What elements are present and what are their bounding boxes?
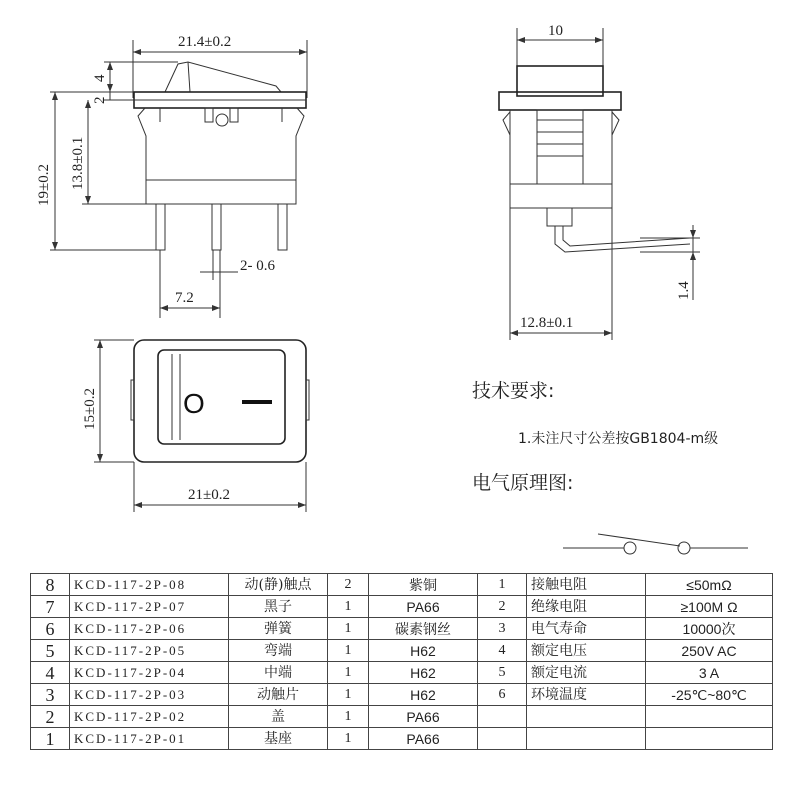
part-number: 2 <box>31 706 70 728</box>
tech-requirements-item: 1.未注尺寸公差按GB1804-m级 <box>518 431 719 447</box>
part-code: KCD-117-2P-07 <box>70 596 229 618</box>
spec-index: 5 <box>478 662 527 684</box>
part-number: 3 <box>31 684 70 706</box>
dim-side-top-width: 10 <box>548 23 563 39</box>
spec-index: 3 <box>478 618 527 640</box>
part-code: KCD-117-2P-05 <box>70 640 229 662</box>
part-number: 1 <box>31 728 70 750</box>
spec-index: 6 <box>478 684 527 706</box>
part-number: 7 <box>31 596 70 618</box>
spec-value: ≤50mΩ <box>646 574 773 596</box>
part-code: KCD-117-2P-06 <box>70 618 229 640</box>
bill-of-materials-table <box>30 573 773 750</box>
dim-body-height: 13.8±0.1 <box>70 136 86 190</box>
face-view <box>82 340 309 512</box>
part-material: H62 <box>369 640 478 662</box>
spec-value <box>646 728 773 750</box>
part-quantity: 1 <box>328 596 369 618</box>
part-name: 动(静)触点 <box>229 574 328 596</box>
spec-value: 250V AC <box>646 640 773 662</box>
part-material: 碳素钢丝 <box>369 618 478 640</box>
dim-rocker-height: 4 <box>92 74 108 82</box>
part-material: H62 <box>369 662 478 684</box>
part-quantity: 1 <box>328 618 369 640</box>
spec-value: ≥100M Ω <box>646 596 773 618</box>
spec-item: 额定电流 <box>527 662 646 684</box>
part-code: KCD-117-2P-08 <box>70 574 229 596</box>
part-number: 5 <box>31 640 70 662</box>
dim-front-width: 21±0.2 <box>188 487 230 503</box>
dim-top-width: 21.4±0.2 <box>178 34 232 50</box>
side-view <box>499 23 700 340</box>
part-number: 4 <box>31 662 70 684</box>
spec-item <box>527 706 646 728</box>
part-quantity: 1 <box>328 706 369 728</box>
part-quantity: 1 <box>328 640 369 662</box>
spec-index <box>478 728 527 750</box>
spec-item: 接触电阻 <box>527 574 646 596</box>
part-number: 8 <box>31 574 70 596</box>
part-code: KCD-117-2P-02 <box>70 706 229 728</box>
table-row <box>31 728 773 750</box>
spec-item: 绝缘电阻 <box>527 596 646 618</box>
table-row <box>31 618 773 640</box>
spec-item: 环境温度 <box>527 684 646 706</box>
spec-item <box>527 728 646 750</box>
spec-value: -25℃~80℃ <box>646 684 773 706</box>
spec-index: 4 <box>478 640 527 662</box>
part-name: 弯端 <box>229 640 328 662</box>
part-name: 动触片 <box>229 684 328 706</box>
part-code: KCD-117-2P-04 <box>70 662 229 684</box>
part-name: 弹簧 <box>229 618 328 640</box>
part-quantity: 1 <box>328 728 369 750</box>
off-symbol: O <box>183 388 205 419</box>
table-row <box>31 706 773 728</box>
spec-value <box>646 706 773 728</box>
dim-side-body-width: 12.8±0.1 <box>520 315 574 331</box>
part-quantity: 2 <box>328 574 369 596</box>
part-material: 紫铜 <box>369 574 478 596</box>
dim-flange-height: 2 <box>92 96 108 104</box>
part-material: PA66 <box>369 728 478 750</box>
part-code: KCD-117-2P-01 <box>70 728 229 750</box>
spec-index <box>478 706 527 728</box>
spec-item: 额定电压 <box>527 640 646 662</box>
dim-side-pin: 1.4 <box>676 281 692 300</box>
dim-total-height: 19±0.2 <box>36 164 52 206</box>
part-code: KCD-117-2P-03 <box>70 684 229 706</box>
part-material: H62 <box>369 684 478 706</box>
switch-schematic <box>563 534 748 554</box>
front-elevation-view <box>36 34 307 318</box>
tech-requirements-title: 技术要求: <box>472 380 555 402</box>
part-quantity: 1 <box>328 662 369 684</box>
spec-value: 3 A <box>646 662 773 684</box>
part-material: PA66 <box>369 706 478 728</box>
part-name: 黑子 <box>229 596 328 618</box>
table-row <box>31 662 773 684</box>
part-material: PA66 <box>369 596 478 618</box>
table-row <box>31 684 773 706</box>
dim-pin-width: 2- 0.6 <box>240 258 275 274</box>
spec-index: 2 <box>478 596 527 618</box>
table-row <box>31 574 773 596</box>
on-symbol <box>242 400 272 404</box>
dim-pin-pitch: 7.2 <box>175 290 194 306</box>
spec-index: 1 <box>478 574 527 596</box>
schematic-title: 电气原理图: <box>472 472 574 494</box>
spec-item: 电气寿命 <box>527 618 646 640</box>
spec-value: 10000次 <box>646 618 773 640</box>
part-name: 盖 <box>229 706 328 728</box>
part-name: 中端 <box>229 662 328 684</box>
part-number: 6 <box>31 618 70 640</box>
dim-front-height: 15±0.2 <box>82 388 98 430</box>
part-name: 基座 <box>229 728 328 750</box>
part-quantity: 1 <box>328 684 369 706</box>
table-row <box>31 640 773 662</box>
table-row <box>31 596 773 618</box>
